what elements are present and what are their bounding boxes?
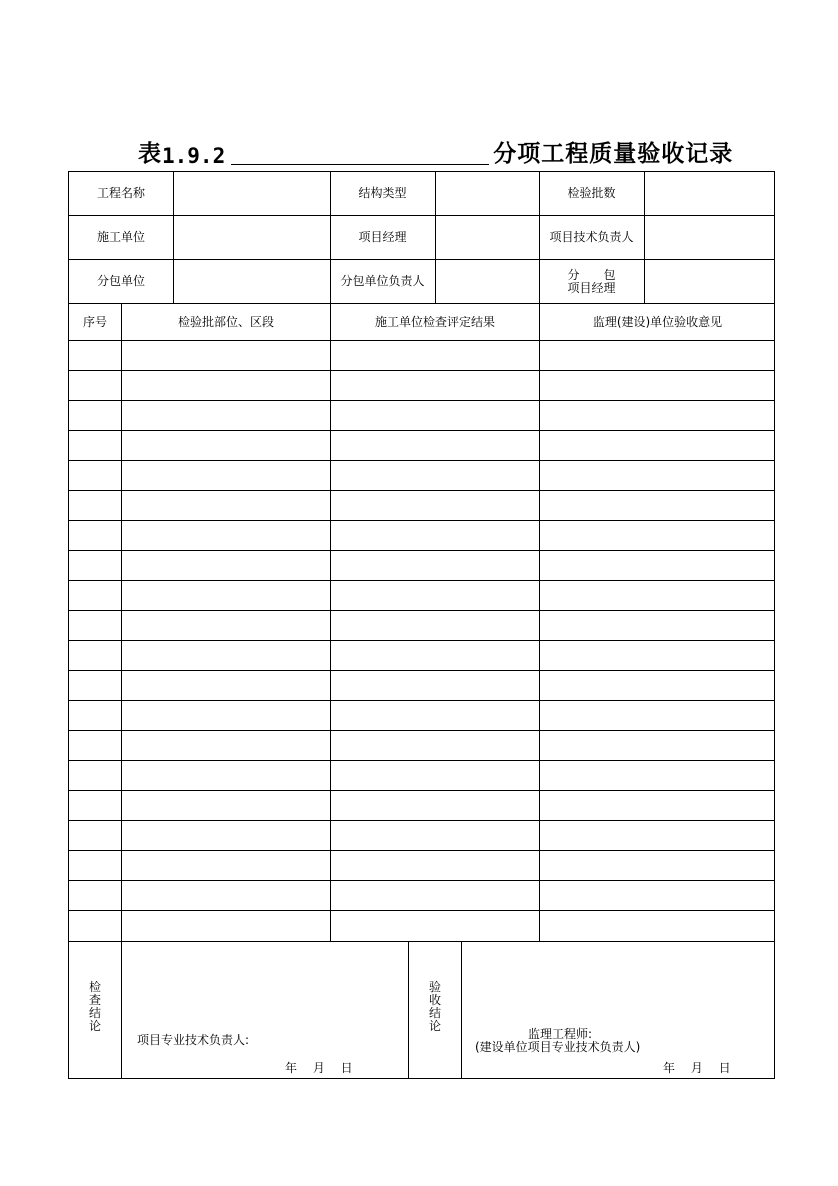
cell-index[interactable] <box>69 491 121 520</box>
cell-location[interactable] <box>122 701 330 730</box>
cell-index[interactable] <box>69 731 121 760</box>
record-table <box>68 171 775 1079</box>
cell-location[interactable] <box>122 761 330 790</box>
cell-index[interactable] <box>69 821 121 850</box>
col-divider <box>121 941 122 1079</box>
cell-supervisor-opinion[interactable] <box>540 521 775 550</box>
project-name-blank[interactable] <box>231 136 489 165</box>
cell-index[interactable] <box>69 431 121 460</box>
check-signer-label: 项目专业技术负责人: <box>137 1033 250 1047</box>
accept-date: 年 月 日 <box>663 1061 731 1075</box>
cell-contractor-result[interactable] <box>331 761 539 790</box>
cell-contractor-result[interactable] <box>331 671 539 700</box>
cell-supervisor-opinion[interactable] <box>540 431 775 460</box>
accept-signer-label: 监理工程师: <box>528 1027 593 1041</box>
cell-contractor-result[interactable] <box>331 491 539 520</box>
cell-supervisor-opinion[interactable] <box>540 641 775 670</box>
cell-location[interactable] <box>122 851 330 880</box>
cell-location[interactable] <box>122 521 330 550</box>
label-line: 分 包 <box>567 267 616 282</box>
cell-contractor-result[interactable] <box>331 911 539 940</box>
col-divider <box>461 941 462 1079</box>
cell-location[interactable] <box>122 581 330 610</box>
label-structure-type: 结构类型 <box>358 186 407 201</box>
cell-location[interactable] <box>122 431 330 460</box>
check-conclusion-label: 检查结论 <box>88 980 101 1033</box>
cell-index[interactable] <box>69 401 121 430</box>
cell-location[interactable] <box>122 671 330 700</box>
title-prefix: 表 <box>138 141 162 167</box>
cell-location[interactable] <box>122 401 330 430</box>
cell-supervisor-opinion[interactable] <box>540 461 775 490</box>
cell-supervisor-opinion[interactable] <box>540 881 775 910</box>
label-sub-project-manager <box>539 260 644 303</box>
cell-supervisor-opinion[interactable] <box>540 851 775 880</box>
cell-location[interactable] <box>122 881 330 910</box>
cell-location[interactable] <box>122 371 330 400</box>
cell-supervisor-opinion[interactable] <box>540 401 775 430</box>
cell-index[interactable] <box>69 551 121 580</box>
cell-contractor-result[interactable] <box>331 431 539 460</box>
label-line: 项目经理 <box>567 280 616 295</box>
cell-location[interactable] <box>122 551 330 580</box>
cell-contractor-result[interactable] <box>331 461 539 490</box>
title-text: 分项工程质量验收记录 <box>493 141 734 167</box>
cell-index[interactable] <box>69 611 121 640</box>
cell-supervisor-opinion[interactable] <box>540 611 775 640</box>
cell-supervisor-opinion[interactable] <box>540 761 775 790</box>
cell-index[interactable] <box>69 851 121 880</box>
label-batch-count: 检验批数 <box>567 186 616 201</box>
cell-contractor-result[interactable] <box>331 521 539 550</box>
cell-supervisor-opinion[interactable] <box>540 791 775 820</box>
label-technical-lead: 项目技术负责人 <box>549 230 634 245</box>
cell-location[interactable] <box>122 611 330 640</box>
cell-location[interactable] <box>122 911 330 940</box>
cell-contractor-result[interactable] <box>331 401 539 430</box>
label-contractor: 施工单位 <box>96 230 145 245</box>
col-header-contractor-result: 施工单位检查评定结果 <box>374 314 495 329</box>
cell-supervisor-opinion[interactable] <box>540 341 775 370</box>
cell-contractor-result[interactable] <box>331 731 539 760</box>
col-header-index: 序号 <box>82 314 107 329</box>
cell-location[interactable] <box>122 821 330 850</box>
row-divider <box>69 941 775 942</box>
value-structure-type[interactable] <box>436 172 539 215</box>
accept-conclusion-label: 验收结论 <box>428 980 441 1033</box>
cell-supervisor-opinion[interactable] <box>540 491 775 520</box>
col-divider <box>408 941 409 1079</box>
cell-index[interactable] <box>69 581 121 610</box>
value-contractor[interactable] <box>174 216 330 259</box>
value-subcontractor[interactable] <box>174 260 330 303</box>
cell-contractor-result[interactable] <box>331 791 539 820</box>
cell-location[interactable] <box>122 791 330 820</box>
cell-index[interactable] <box>69 791 121 820</box>
label-subcontractor: 分包单位 <box>96 274 145 289</box>
cell-contractor-result[interactable] <box>331 821 539 850</box>
cell-supervisor-opinion[interactable] <box>540 671 775 700</box>
label-subcontractor-lead: 分包单位负责人 <box>340 274 425 289</box>
cell-supervisor-opinion[interactable] <box>540 581 775 610</box>
cell-index[interactable] <box>69 911 121 940</box>
cell-index[interactable] <box>69 881 121 910</box>
table-number: 1.9.2 <box>162 144 226 168</box>
cell-supervisor-opinion[interactable] <box>540 371 775 400</box>
value-technical-lead[interactable] <box>645 216 775 259</box>
cell-contractor-result[interactable] <box>331 371 539 400</box>
cell-contractor-result[interactable] <box>331 341 539 370</box>
value-project-manager[interactable] <box>436 216 539 259</box>
cell-contractor-result[interactable] <box>331 641 539 670</box>
cell-supervisor-opinion[interactable] <box>540 731 775 760</box>
cell-location[interactable] <box>122 461 330 490</box>
label-project-manager: 项目经理 <box>358 230 407 245</box>
cell-location[interactable] <box>122 641 330 670</box>
cell-supervisor-opinion[interactable] <box>540 551 775 580</box>
cell-supervisor-opinion[interactable] <box>540 821 775 850</box>
cell-location[interactable] <box>122 491 330 520</box>
cell-contractor-result[interactable] <box>331 611 539 640</box>
cell-index[interactable] <box>69 701 121 730</box>
cell-index[interactable] <box>69 641 121 670</box>
value-sub-project-manager[interactable] <box>645 260 775 303</box>
cell-supervisor-opinion[interactable] <box>540 911 775 940</box>
cell-index[interactable] <box>69 761 121 790</box>
cell-contractor-result[interactable] <box>331 551 539 580</box>
cell-index[interactable] <box>69 341 121 370</box>
cell-contractor-result[interactable] <box>331 701 539 730</box>
cell-location[interactable] <box>122 731 330 760</box>
value-subcontractor-lead[interactable] <box>436 260 539 303</box>
cell-location[interactable] <box>122 341 330 370</box>
col-header-supervisor-opinion: 监理(建设)单位验收意见 <box>592 314 723 329</box>
cell-index[interactable] <box>69 521 121 550</box>
label-project-name: 工程名称 <box>96 186 145 201</box>
cell-contractor-result[interactable] <box>331 851 539 880</box>
check-date: 年 月 日 <box>285 1061 353 1075</box>
cell-contractor-result[interactable] <box>331 581 539 610</box>
col-header-location: 检验批部位、区段 <box>177 314 274 329</box>
value-project-name[interactable] <box>174 172 330 215</box>
cell-index[interactable] <box>69 671 121 700</box>
page-title <box>138 128 733 168</box>
accept-signer-sublabel: (建设单位项目专业技术负责人) <box>475 1040 641 1054</box>
cell-supervisor-opinion[interactable] <box>540 701 775 730</box>
cell-index[interactable] <box>69 461 121 490</box>
value-batch-count[interactable] <box>645 172 775 215</box>
cell-contractor-result[interactable] <box>331 881 539 910</box>
cell-index[interactable] <box>69 371 121 400</box>
